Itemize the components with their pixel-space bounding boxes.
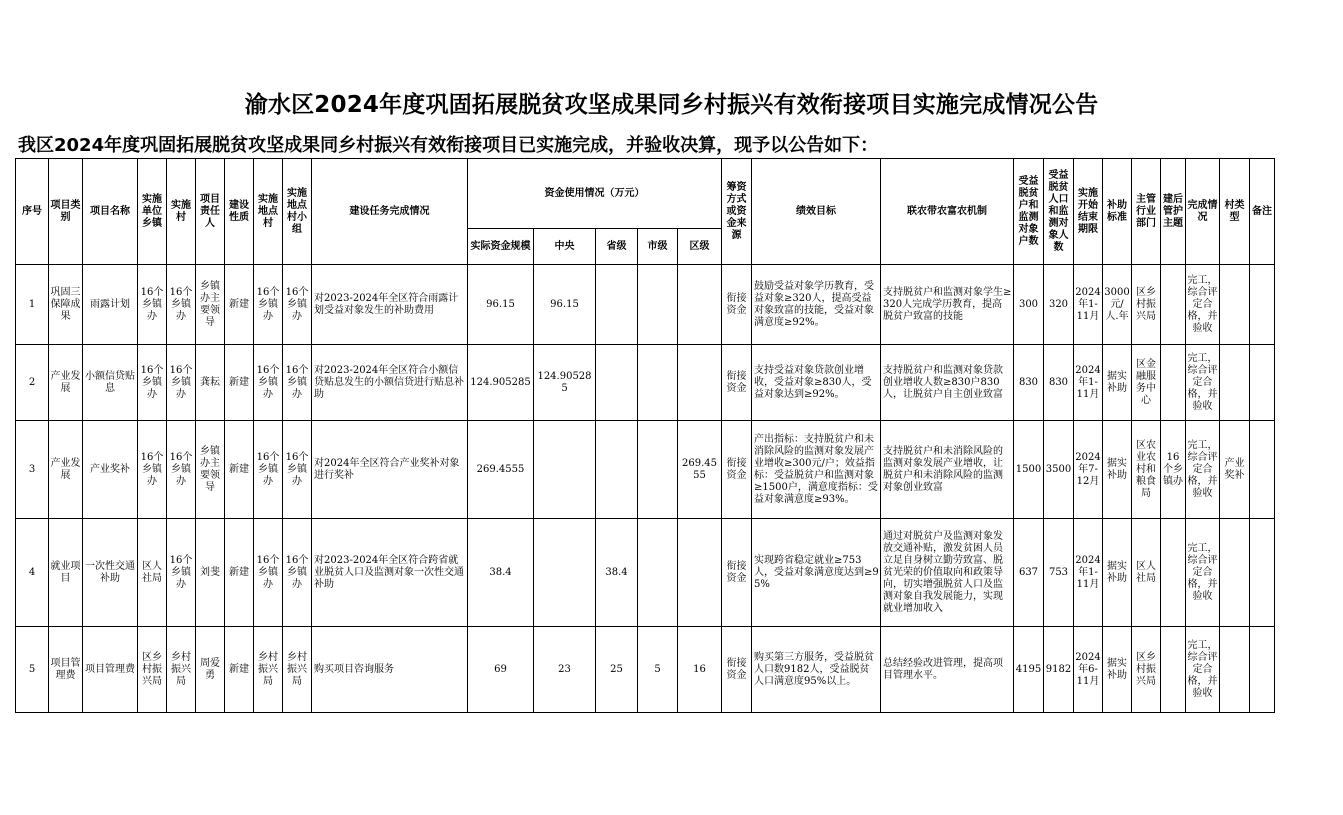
cell-central: 124.905285 [534, 345, 596, 421]
cell-content: 对2023-2024年全区符合雨露计划受益对象发生的补助费用 [312, 265, 468, 345]
cell-period: 2024年1-11月 [1074, 265, 1103, 345]
header-funds: 资金使用情况（万元） [468, 159, 722, 229]
cell-category: 项目管理费 [49, 627, 83, 713]
cell-central [534, 519, 596, 627]
cell-dept: 区金融服务中心 [1132, 345, 1161, 421]
header-raise: 筹资方式或资金来源 [722, 159, 752, 265]
cell-nature: 新建 [225, 627, 254, 713]
cell-district: 269.4555 [678, 421, 722, 519]
cell-city [638, 265, 678, 345]
cell-category: 就业项目 [49, 519, 83, 627]
cell-category: 产业发展 [49, 421, 83, 519]
cell-province: 25 [596, 627, 638, 713]
cell-location: 16个乡镇办 [254, 345, 283, 421]
cell-person: 周爱勇 [196, 627, 225, 713]
cell-city: 5 [638, 627, 678, 713]
header-nature: 建设性质 [225, 159, 254, 265]
cell-seq: 1 [16, 265, 49, 345]
cell-status: 完工，综合评定合格，并验收 [1186, 627, 1220, 713]
cell-subsidy: 据实补助 [1103, 519, 1132, 627]
cell-actual: 38.4 [468, 519, 534, 627]
cell-period: 2024年1-11月 [1074, 345, 1103, 421]
cell-name: 雨露计划 [83, 265, 138, 345]
cell-group: 16个乡镇办 [283, 519, 312, 627]
cell-subsidy: 据实补助 [1103, 345, 1132, 421]
cell-village: 16个乡镇办 [167, 421, 196, 519]
header-dept: 主管行业部门 [1132, 159, 1161, 265]
cell-period: 2024年6-11月 [1074, 627, 1103, 713]
header-village: 实施村 [167, 159, 196, 265]
cell-name: 项目管理费 [83, 627, 138, 713]
header-remark: 备注 [1250, 159, 1275, 265]
table-row [16, 627, 1275, 713]
cell-name: 小额信贷贴息 [83, 345, 138, 421]
announcement-intro: 我区2024年度巩固拓展脱贫攻坚成果同乡村振兴有效衔接项目已实施完成，并验收决算，现予以公告如下： [18, 135, 879, 156]
cell-mechanism: 通过对脱贫户及监测对象发放交通补贴，激发贫困人员立足自身树立勤劳致富、脱贫光荣的价值取向和政策导向，切实增强脱贫人口及监测对象自我发展能力，实现就业增加收入 [881, 519, 1014, 627]
cell-remark [1250, 345, 1275, 421]
cell-status: 完工，综合评定合格，并验收 [1186, 345, 1220, 421]
cell-location: 乡村振兴局 [254, 627, 283, 713]
cell-group: 16个乡镇办 [283, 265, 312, 345]
cell-district [678, 519, 722, 627]
cell-group: 16个乡镇办 [283, 421, 312, 519]
cell-unit: 16个乡镇办 [138, 345, 167, 421]
cell-subsidy: 据实补助 [1103, 627, 1132, 713]
cell-nature: 新建 [225, 519, 254, 627]
header-subsidy: 补助标准 [1103, 159, 1132, 265]
cell-households: 830 [1014, 345, 1044, 421]
header-status: 完成情况 [1186, 159, 1220, 265]
cell-person: 刘斐 [196, 519, 225, 627]
cell-custodian [1161, 519, 1186, 627]
cell-actual: 269.4555 [468, 421, 534, 519]
cell-unit: 区乡村振兴局 [138, 627, 167, 713]
header-person: 项目责任人 [196, 159, 225, 265]
cell-content: 购买项目咨询服务 [312, 627, 468, 713]
cell-category: 巩固三保障成果 [49, 265, 83, 345]
cell-district: 16 [678, 627, 722, 713]
cell-remark [1250, 627, 1275, 713]
header-vtype: 村类型 [1220, 159, 1250, 265]
cell-people: 9182 [1044, 627, 1074, 713]
cell-mechanism: 总结经验改进管理，提高项目管理水平。 [881, 627, 1014, 713]
header-district: 区级 [678, 229, 722, 265]
cell-custodian [1161, 345, 1186, 421]
table-row [16, 265, 1275, 345]
cell-village: 16个乡镇办 [167, 265, 196, 345]
cell-province [596, 265, 638, 345]
cell-name: 一次性交通补助 [83, 519, 138, 627]
cell-target: 购买第三方服务，受益脱贫人口数9182人，受益脱贫人口满意度95%以上。 [752, 627, 881, 713]
cell-central: 96.15 [534, 265, 596, 345]
cell-seq: 3 [16, 421, 49, 519]
cell-status: 完工，综合评定合格，并验收 [1186, 421, 1220, 519]
cell-subsidy: 据实补助 [1103, 421, 1132, 519]
cell-city [638, 345, 678, 421]
cell-dept: 区人社局 [1132, 519, 1161, 627]
cell-subsidy: 3000元/人.年 [1103, 265, 1132, 345]
cell-period: 2024年7-12月 [1074, 421, 1103, 519]
cell-households: 300 [1014, 265, 1044, 345]
cell-nature: 新建 [225, 345, 254, 421]
cell-district [678, 345, 722, 421]
table-row [16, 345, 1275, 421]
cell-target: 产出指标：支持脱贫户和未消除风险的监测对象发展产业增收≥300元/户；效益指标：受益脱贫户和监测对象≥1500户，满意度指标：受益对象满意度≥93%。 [752, 421, 881, 519]
page-title: 渝水区2024年度巩固拓展脱贫攻坚成果同乡村振兴有效衔接项目实施完成情况公告 [244, 92, 1099, 118]
cell-households: 4195 [1014, 627, 1044, 713]
header-content: 建设任务完成情况 [312, 159, 468, 265]
cell-nature: 新建 [225, 265, 254, 345]
cell-target: 实现跨省稳定就业≥753人，受益对象满意度达到≥95% [752, 519, 881, 627]
table-row [16, 519, 1275, 627]
cell-vtype [1220, 519, 1250, 627]
cell-raise: 衔接资金 [722, 265, 752, 345]
cell-actual: 96.15 [468, 265, 534, 345]
cell-content: 对2024年全区符合产业奖补对象进行奖补 [312, 421, 468, 519]
cell-province [596, 345, 638, 421]
cell-seq: 2 [16, 345, 49, 421]
cell-actual: 124.905285 [468, 345, 534, 421]
cell-remark [1250, 265, 1275, 345]
header-mechanism: 联农带农富农机制 [881, 159, 1014, 265]
cell-households: 637 [1014, 519, 1044, 627]
cell-status: 完工，综合评定合格，并验收 [1186, 519, 1220, 627]
header-category: 项目类别 [49, 159, 83, 265]
cell-people: 753 [1044, 519, 1074, 627]
cell-vtype: 产业奖补 [1220, 421, 1250, 519]
header-name: 项目名称 [83, 159, 138, 265]
header-unit: 实施单位乡镇 [138, 159, 167, 265]
cell-name: 产业奖补 [83, 421, 138, 519]
cell-mechanism: 支持脱贫户和监测对象学生≥320人完成学历教育，提高脱贫户致富的技能 [881, 265, 1014, 345]
cell-city [638, 519, 678, 627]
cell-remark [1250, 519, 1275, 627]
cell-city [638, 421, 678, 519]
cell-central [534, 421, 596, 519]
cell-vtype [1220, 265, 1250, 345]
header-seq: 序号 [16, 159, 49, 265]
cell-actual: 69 [468, 627, 534, 713]
cell-people: 320 [1044, 265, 1074, 345]
cell-raise: 衔接资金 [722, 519, 752, 627]
cell-status: 完工，综合评定合格，并验收 [1186, 265, 1220, 345]
cell-category: 产业发展 [49, 345, 83, 421]
cell-group: 16个乡镇办 [283, 345, 312, 421]
cell-person: 乡镇办主要领导 [196, 265, 225, 345]
header-group: 实施地点村小组 [283, 159, 312, 265]
header-province: 省级 [596, 229, 638, 265]
cell-person: 乡镇办主要领导 [196, 421, 225, 519]
cell-unit: 16个乡镇办 [138, 265, 167, 345]
cell-mechanism: 支持脱贫户和监测对象贷款创业增收人数≥830户830人，让脱贫户自主创业致富 [881, 345, 1014, 421]
cell-village: 16个乡镇办 [167, 345, 196, 421]
cell-dept: 区乡村振兴局 [1132, 627, 1161, 713]
cell-content: 对2023-2024年全区符合跨省就业脱贫人口及监测对象一次性交通补助 [312, 519, 468, 627]
cell-custodian [1161, 627, 1186, 713]
table-row [16, 421, 1275, 519]
cell-content: 对2023-2024年全区符合小额信贷贴息发生的小额信贷进行贴息补助 [312, 345, 468, 421]
cell-people: 3500 [1044, 421, 1074, 519]
header-location: 实施地点村 [254, 159, 283, 265]
cell-unit: 区人社局 [138, 519, 167, 627]
cell-group: 乡村振兴局 [283, 627, 312, 713]
header-target: 绩效目标 [752, 159, 881, 265]
cell-nature: 新建 [225, 421, 254, 519]
cell-custodian: 16个乡镇办 [1161, 421, 1186, 519]
cell-households: 1500 [1014, 421, 1044, 519]
header-custodian: 建后管护主题 [1161, 159, 1186, 265]
header-period: 实施开始结束期限 [1074, 159, 1103, 265]
cell-vtype [1220, 345, 1250, 421]
cell-dept: 区农业农村和粮食局 [1132, 421, 1161, 519]
cell-village: 乡村振兴局 [167, 627, 196, 713]
cell-central: 23 [534, 627, 596, 713]
cell-location: 16个乡镇办 [254, 519, 283, 627]
cell-province [596, 421, 638, 519]
header-households: 受益脱贫户和监测对象户数 [1014, 159, 1044, 265]
cell-raise: 衔接资金 [722, 627, 752, 713]
cell-period: 2024年1-11月 [1074, 519, 1103, 627]
cell-vtype [1220, 627, 1250, 713]
header-city: 市级 [638, 229, 678, 265]
cell-person: 龚耘 [196, 345, 225, 421]
header-actual: 实际资金规模 [468, 229, 534, 265]
cell-dept: 区乡村振兴局 [1132, 265, 1161, 345]
cell-remark [1250, 421, 1275, 519]
cell-raise: 衔接资金 [722, 421, 752, 519]
cell-mechanism: 支持脱贫户和未消除风险的监测对象发展产业增收，让脱贫户和未消除风险的监测对象创业致富 [881, 421, 1014, 519]
cell-province: 38.4 [596, 519, 638, 627]
cell-village: 16个乡镇办 [167, 519, 196, 627]
header-central: 中央 [534, 229, 596, 265]
cell-location: 16个乡镇办 [254, 265, 283, 345]
cell-target: 鼓励受益对象学历教育，受益对象≥320人，提高受益对象致富的技能，受益对象满意度≥92%。 [752, 265, 881, 345]
cell-unit: 16个乡镇办 [138, 421, 167, 519]
cell-people: 830 [1044, 345, 1074, 421]
cell-seq: 4 [16, 519, 49, 627]
cell-target: 支持受益对象贷款创业增收，受益对象≥830人，受益对象达到≥92%。 [752, 345, 881, 421]
cell-seq: 5 [16, 627, 49, 713]
cell-custodian [1161, 265, 1186, 345]
header-people: 受益脱贫人口和监测对象人数 [1044, 159, 1074, 265]
cell-location: 16个乡镇办 [254, 421, 283, 519]
project-table [15, 158, 1275, 713]
cell-district [678, 265, 722, 345]
cell-raise: 衔接资金 [722, 345, 752, 421]
